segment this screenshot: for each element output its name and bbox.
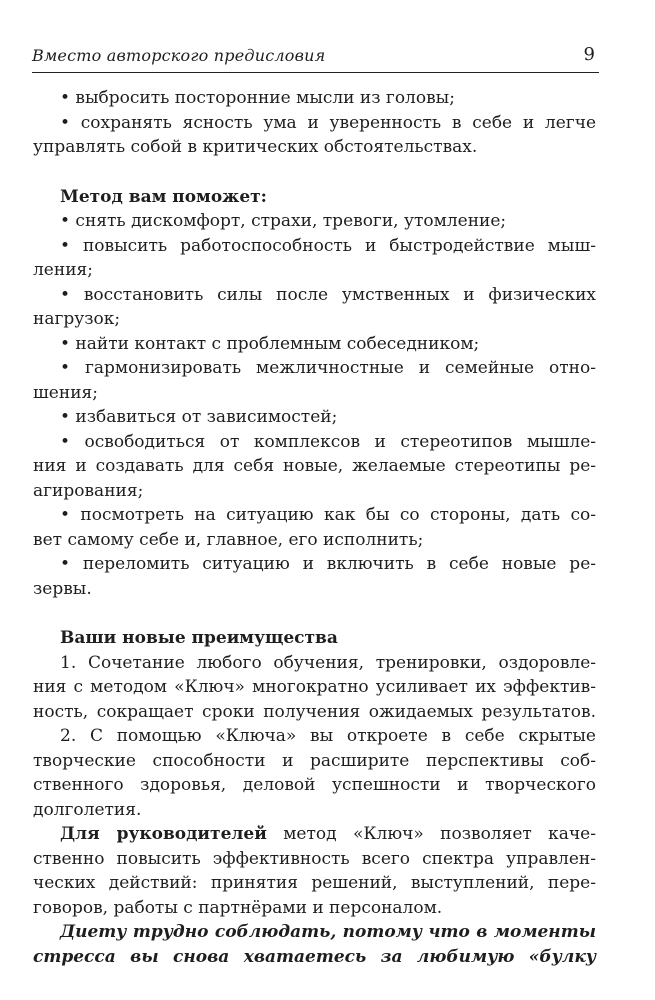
text-line: • освободиться от комплексов и стереотипов мышле- <box>60 431 596 452</box>
text-line: • посмотреть на ситуацию как бы со стороны, дать со- <box>60 505 596 525</box>
running-header-title: Вместо авторского предисловия <box>32 46 326 65</box>
text-line: • гармонизировать межличностные и семейные отно- <box>60 358 596 378</box>
section-heading: Ваши новые преимущества <box>60 628 338 648</box>
page-number: 9 <box>583 44 595 65</box>
section-heading: Метод вам поможет: <box>60 186 267 207</box>
text-line: ственно повысить эффективность всего спектра управлен- <box>33 848 596 869</box>
text-line: управлять собой в критических обстоятельствах. <box>33 137 478 157</box>
text-line: вет самому себе и, главное, его исполнить; <box>33 529 424 550</box>
text-line: • избавиться от зависимостей; <box>60 407 338 427</box>
text-line: ния и создавать для себя новые, желаемые стереотипы ре- <box>33 456 596 476</box>
text-line: говоров, работы с партнёрами и персоналом. <box>33 897 443 918</box>
text-line: • снять дискомфорт, страхи, тревоги, утомление; <box>60 211 507 231</box>
text-line: • сохранять ясность ума и уверенность в себе и легче <box>60 112 596 133</box>
text-line: 1. Сочетание любого обучения, тренировки, оздоровле- <box>60 652 596 673</box>
text-line <box>60 822 596 847</box>
text-line: ния с методом «Ключ» многократно усиливает их эффектив- <box>33 677 596 697</box>
emphasis-line: Диету трудно соблюдать, потому что в моменты <box>60 922 596 942</box>
emphasis-line: стресса вы снова хватаетесь за любимую «булку <box>33 946 596 967</box>
text-line: • переломить ситуацию и включить в себе новые ре- <box>60 554 596 574</box>
text-line: творческие способности и расширите перспективы соб- <box>33 750 596 771</box>
text-line: ления; <box>33 260 93 280</box>
text-line: • восстановить силы после умственных и физических <box>60 284 596 305</box>
bold-lead: Для руководителей <box>60 824 267 844</box>
text-line: ственного здоровья, деловой успешности и творческого <box>33 775 596 795</box>
text-line: долголетия. <box>33 799 142 820</box>
text-line: нагрузок; <box>33 309 121 329</box>
text-line: ческих действий: принятия решений, выступлений, пере- <box>33 873 596 893</box>
text-line: • выбросить посторонние мысли из головы; <box>60 88 455 108</box>
text-line-rest: метод «Ключ» позволяет каче- <box>266 824 596 844</box>
text-line: 2. С помощью «Ключа» вы откроете в себе скрытые <box>60 726 596 746</box>
text-line: шения; <box>33 382 98 403</box>
text-line: зервы. <box>33 578 92 599</box>
text-line: • повысить работоспособность и быстродействие мыш- <box>60 235 596 256</box>
running-header <box>32 42 599 73</box>
text-line: агирования; <box>33 480 144 501</box>
text-line: • найти контакт с проблемным собеседником; <box>60 333 480 354</box>
text-line: ность, сокращает сроки получения ожидаемых результатов. <box>33 701 596 722</box>
page-body <box>33 86 596 969</box>
